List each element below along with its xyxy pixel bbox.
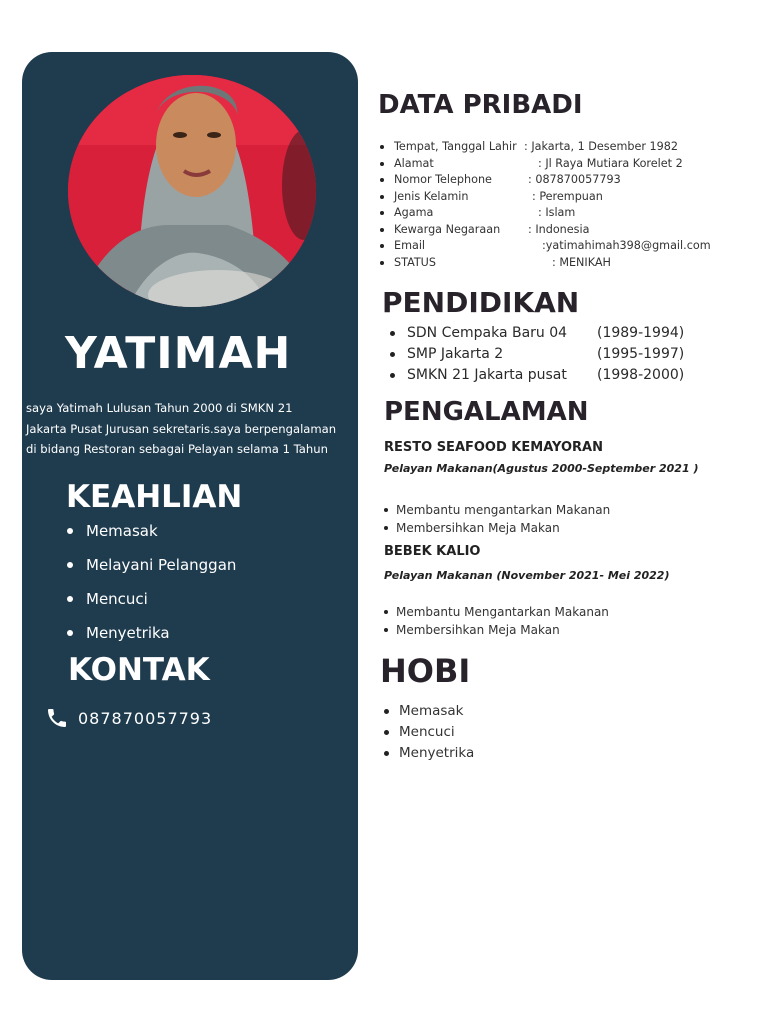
skill-item: Mencuci bbox=[66, 586, 236, 620]
personal-data-heading: DATA PRIBADI bbox=[378, 90, 583, 120]
personal-data-label: Jenis Kelamin bbox=[394, 189, 469, 203]
education-school: SMP Jakarta 2 bbox=[407, 346, 504, 362]
personal-data-row bbox=[380, 255, 711, 272]
job-role: Pelayan Makanan(Agustus 2000-September 2021 ) bbox=[384, 462, 699, 475]
personal-data-label: Alamat bbox=[394, 156, 434, 170]
personal-data-label: Nomor Telephone bbox=[394, 173, 492, 186]
skills-heading: KEAHLIAN bbox=[66, 479, 243, 515]
skill-item: Melayani Pelanggan bbox=[66, 552, 236, 586]
hobby-heading: HOBI bbox=[380, 652, 471, 690]
personal-data-row bbox=[380, 139, 711, 156]
education-school: SMKN 21 Jakarta pusat bbox=[407, 367, 567, 383]
phone-icon bbox=[45, 706, 69, 730]
contact-phone bbox=[45, 706, 212, 730]
about-line: di bidang Restoran sebagai Pelayan selama 1 Tahun bbox=[26, 442, 328, 456]
education-item bbox=[390, 344, 684, 365]
contact-heading: KONTAK bbox=[68, 652, 210, 688]
personal-data-row bbox=[380, 189, 711, 206]
hobby-item: Memasak bbox=[384, 701, 474, 722]
education-years: (1998-2000) bbox=[597, 367, 685, 383]
personal-data-label: Email bbox=[394, 239, 426, 252]
profile-photo bbox=[68, 75, 316, 307]
personal-data-value: :yatimahimah398@gmail.com bbox=[542, 239, 711, 252]
personal-data-row bbox=[380, 156, 711, 173]
personal-data-value: : Islam bbox=[538, 206, 576, 219]
job-task-list bbox=[384, 603, 609, 639]
education-list bbox=[390, 323, 684, 386]
job-task: Membersihkan Meja Makan bbox=[384, 621, 609, 639]
person-name: YATIMAH bbox=[65, 328, 292, 379]
education-item bbox=[390, 323, 684, 344]
education-school: SDN Cempaka Baru 04 bbox=[407, 325, 568, 341]
hobby-item: Mencuci bbox=[384, 722, 474, 743]
job-task: Membantu Mengantarkan Makanan bbox=[384, 603, 609, 621]
personal-data-label: Kewarga Negaraan bbox=[394, 222, 501, 236]
personal-data-label: Agama bbox=[394, 206, 434, 219]
job-task: Membantu mengantarkan Makanan bbox=[384, 501, 610, 519]
job-role: Pelayan Makanan (November 2021- Mei 2022) bbox=[384, 569, 670, 582]
skills-list bbox=[66, 518, 236, 654]
job-company: BEBEK KALIO bbox=[384, 544, 481, 559]
education-heading: PENDIDIKAN bbox=[382, 286, 580, 319]
hobby-item: Menyetrika bbox=[384, 743, 474, 764]
job-task-list bbox=[384, 501, 610, 537]
about-summary bbox=[26, 398, 358, 460]
personal-data-value: : Jl Raya Mutiara Korelet 2 bbox=[538, 156, 683, 170]
education-years: (1995-1997) bbox=[597, 346, 685, 362]
about-line: saya Yatimah Lulusan Tahun 2000 di SMKN 21 bbox=[26, 401, 293, 415]
personal-data-value: : Indonesia bbox=[528, 222, 590, 236]
personal-data-label: Tempat, Tanggal Lahir bbox=[394, 140, 517, 153]
skill-item: Menyetrika bbox=[66, 620, 236, 654]
job-company: RESTO SEAFOOD KEMAYORAN bbox=[384, 440, 603, 455]
personal-data-value: : Jakarta, 1 Desember 1982 bbox=[524, 140, 678, 153]
personal-data-row bbox=[380, 172, 711, 189]
personal-data-value: : Perempuan bbox=[532, 189, 603, 203]
experience-heading: PENGALAMAN bbox=[384, 397, 589, 427]
personal-data-row bbox=[380, 205, 711, 222]
hobby-list bbox=[384, 701, 474, 764]
job-task: Membersihkan Meja Makan bbox=[384, 519, 610, 537]
about-line: Jakarta Pusat Jurusan sekretaris.saya berpengalaman bbox=[26, 421, 337, 436]
personal-data-value: : MENIKAH bbox=[552, 255, 611, 269]
skill-item: Memasak bbox=[66, 518, 236, 552]
education-years: (1989-1994) bbox=[597, 325, 685, 341]
personal-data-list bbox=[380, 139, 711, 271]
education-item bbox=[390, 365, 684, 386]
phone-number: 087870057793 bbox=[78, 708, 213, 728]
personal-data-value: : 087870057793 bbox=[528, 173, 621, 186]
personal-data-label: STATUS bbox=[394, 255, 436, 269]
personal-data-row bbox=[380, 222, 711, 239]
personal-data-row bbox=[380, 238, 711, 255]
